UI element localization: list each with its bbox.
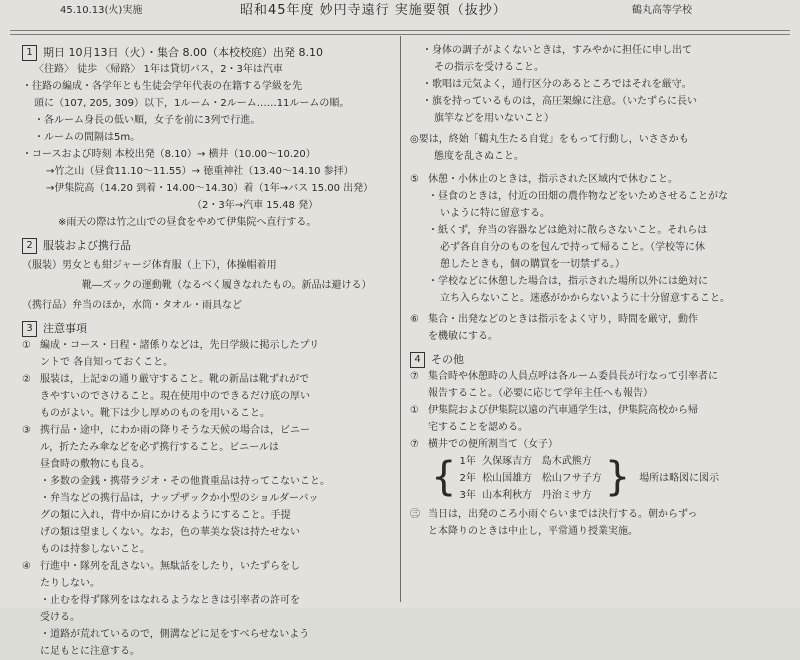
brace: { [431, 454, 457, 500]
section-number: 4 [410, 352, 425, 368]
note-item [22, 337, 394, 371]
note-line: 携行品・途中，にわか雨の降りそうな天候の場合は，ビニー [40, 425, 310, 436]
school-name: 鶴丸高等学校 [632, 5, 692, 16]
schedule-line: 期日 10月13日（火）・集合 8.00（本校校庭）出発 8.10 [43, 46, 323, 59]
note-line: ・弁当などの携行品は，ナップザックか小型のショルダーバッ [40, 493, 319, 504]
note-item [410, 171, 786, 307]
note-line: ものがよい。靴下は少し厚めのものを用いること。 [40, 408, 270, 419]
note-line: 集合時や休憩時の人員点呼は各ルーム委員長が行なって引率者に [428, 371, 718, 382]
left-column [22, 42, 394, 660]
note-line: 休憩・小休止のときは，指示された区域内で休むこと。 [428, 174, 678, 185]
map-note: 場所は略図に図示 [639, 473, 720, 484]
item-number: ⑥ [410, 314, 419, 325]
item-number: ② [22, 374, 31, 385]
note-line: ・身体の調子がよくないときは，すみやかに担任に申し出て [422, 45, 692, 56]
note-line: ・紙くず，弁当の容器などは絶対に散らさないこと。それらは [428, 225, 708, 236]
note-line: ントで 各自知っておくこと。 [40, 357, 174, 368]
course-line: ・コースおよび時刻 本校出発（8.10）→ 横井（10.00〜10.20） [22, 149, 316, 160]
note-item [22, 371, 394, 422]
house-name: 松山フサ子方 [541, 473, 602, 484]
items-line: （携行品）弁当のほか，水筒・タオル・雨具など [22, 300, 242, 311]
note-line: を機敏にする。 [428, 331, 498, 342]
section-3 [22, 320, 394, 660]
house-name: 島木武熊方 [541, 456, 592, 467]
note-line: げの類は望ましくない。なお，色の華美な袋は持たせない [40, 527, 300, 538]
note-line: ル，折たたみ傘などを必ず携行すること。ビニールは [40, 442, 279, 453]
note-line: 横井での便所割当て（女子） [428, 439, 558, 450]
item-number: ⑦ [410, 439, 419, 450]
section-title: その他 [431, 353, 464, 366]
note-line: 報告すること。（必要に応じて学年主任へも報告） [428, 388, 653, 399]
section-title: 注意事項 [43, 322, 87, 335]
note-line: たりしない。 [40, 578, 100, 589]
section-number: 1 [22, 45, 37, 61]
note-line: に足もとに注意する。 [40, 646, 140, 657]
item-number: ④ [22, 561, 31, 572]
rain-note: ※雨天の際は竹之山での昼食をやめて伊集院へ直行する。 [58, 217, 317, 228]
assignment-row [459, 453, 601, 470]
item-number: ⑦ [410, 371, 419, 382]
note-line: 編成・コース・日程・諸係りなどは，先日学級に掲示したプリ [40, 340, 320, 351]
right-column [410, 42, 786, 540]
note-line: その指示を受けること。 [434, 62, 544, 73]
document-title: 昭和45年度 妙円寺遠行 実施要領（抜抄） [240, 3, 507, 18]
note-line: ものは持参しないこと。 [40, 544, 150, 555]
note-line: きやすいのでさけること。現在使用中のできるだけ底の厚い [40, 391, 310, 402]
header-rule [10, 30, 790, 31]
note-line: 受ける。 [40, 612, 80, 623]
house-name: 久保琢吉方 [482, 456, 533, 467]
item-number: ⑤ [410, 174, 419, 185]
grade-label: 3年 [459, 490, 476, 501]
note-line: いように特に留意する。 [440, 208, 550, 219]
clothing-line: （服装）男女とも紺ジャージ体育服（上下），体操帽着用 [22, 260, 277, 271]
note-line: 昼食時の敷物にも良る。 [40, 459, 150, 470]
course-line: （2・3年→汽車 15.48 発） [192, 200, 319, 211]
course-line: →伊集院高（14.20 到着・14.00〜14.30）着（1年→バス 15.00 出発） [46, 183, 374, 194]
note-line: と本降りのときは中止し，平常通り授業実施。 [428, 526, 638, 537]
header-rule [10, 34, 790, 35]
note-line: 憩したときも，個の購買を一切禁ずる。） [440, 259, 625, 270]
note-line: 伊集院および伊集院以遠の汽車通学生は，伊集院高校から帰 [428, 405, 698, 416]
note-line: ・道路が荒れているので，側溝などに足をすべらせないよう [40, 629, 310, 640]
note-line: グの類に入れ，背中か肩にかけるようにすること。手提 [40, 510, 291, 521]
formation-line: 頭に（107, 205, 309）以下，1ルーム・2ルーム……11ルームの順。 [34, 98, 350, 109]
house-name: 松山国雄方 [482, 473, 533, 484]
note-line: 服装は，上記②の通り厳守すること。靴の新品は靴ずれがで [40, 374, 309, 385]
note-item [410, 506, 786, 540]
item-number: ① [22, 340, 31, 351]
section-number: 2 [22, 238, 37, 254]
course-line: →竹之山（昼食11.10〜11.55）→ 徳重神社（13.40〜14.10 参拝） [46, 166, 354, 177]
shoes-line: 靴―ズックの運動靴（なるべく履きなれたもの。新品は避ける） [82, 280, 372, 291]
note-line: ・昼食のときは，付近の田畑の農作物などをいためさせることがな [428, 191, 728, 202]
note-item [410, 402, 786, 436]
grade-label: 1年 [459, 456, 476, 467]
formation-line: ・往路の編成・各学年とも生徒会学年代表の在籍する学級を先 [22, 81, 302, 92]
note-line: 集合・出発などのときは指示をよく守り，時間を厳守，動作 [428, 314, 698, 325]
item-number: ㊂ [410, 509, 420, 520]
note-line: 立ち入らないこと。迷惑がかからないように十分留意すること。 [440, 293, 730, 304]
note-line: ・学校などに休憩した場合は，指示された場所以外には絶対に [428, 276, 708, 287]
item-number: ③ [22, 425, 31, 436]
grade-label: 2年 [459, 473, 476, 484]
assignment-row [459, 487, 601, 504]
note-item [410, 436, 786, 504]
note-line: 当日は，出発のころ小雨ぐらいまでは決行する。朝からずっ [428, 509, 698, 520]
assignment-row [459, 470, 601, 487]
section-2 [22, 237, 394, 314]
note-line: 宅することを認める。 [428, 422, 528, 433]
key-note: ◎要は，終始「鶴丸生たる自覚」をもって行動し，いささかも [410, 134, 689, 145]
section-number: 3 [22, 321, 37, 337]
formation-line: ・ルームの間隔は5m。 [34, 132, 141, 143]
note-line: 旗竿などを用いないこと） [434, 113, 554, 124]
brace: } [604, 454, 631, 500]
note-line: ・止むを得ず隊列をはなれるようなときは引率者の許可を [40, 595, 300, 606]
note-line: 必ず各自自分のものを包んで持って帰ること。（学校等に休 [440, 242, 705, 253]
note-line: ・旗を持っているものは，高圧架線に注意。（いたずらに長い [422, 96, 697, 107]
route-line: 〈往路〉 徒歩 〈帰路〉 1年は貸切バス，2・3年は汽車 [34, 64, 283, 75]
house-name: 丹治ミサ方 [541, 490, 592, 501]
key-note: 態度を乱さぬこと。 [434, 151, 524, 162]
column-divider [400, 36, 401, 602]
house-name: 山本利秋方 [482, 490, 533, 501]
toilet-assignment [428, 453, 786, 504]
note-line: ・歌唱は元気よく，通行区分のあるところではそれを厳守。 [422, 79, 692, 90]
section-1 [22, 44, 394, 231]
note-line: 行進中・隊列を乱さない。無駄話をしたり，いたずらをし [40, 561, 300, 572]
formation-line: ・各ルーム身長の低い順，女子を前に3列で行進。 [34, 115, 261, 126]
note-item [410, 368, 786, 402]
item-number: ① [410, 405, 419, 416]
section-4 [410, 351, 786, 368]
issue-date: 45.10.13(火)実施 [60, 5, 143, 16]
section-title: 服装および携行品 [43, 239, 131, 252]
note-item [410, 311, 786, 345]
note-item [22, 422, 394, 558]
note-item [22, 558, 394, 660]
note-line: ・多数の金銭・携帯ラジオ・その他貴重品は持ってこないこと。 [40, 476, 330, 487]
